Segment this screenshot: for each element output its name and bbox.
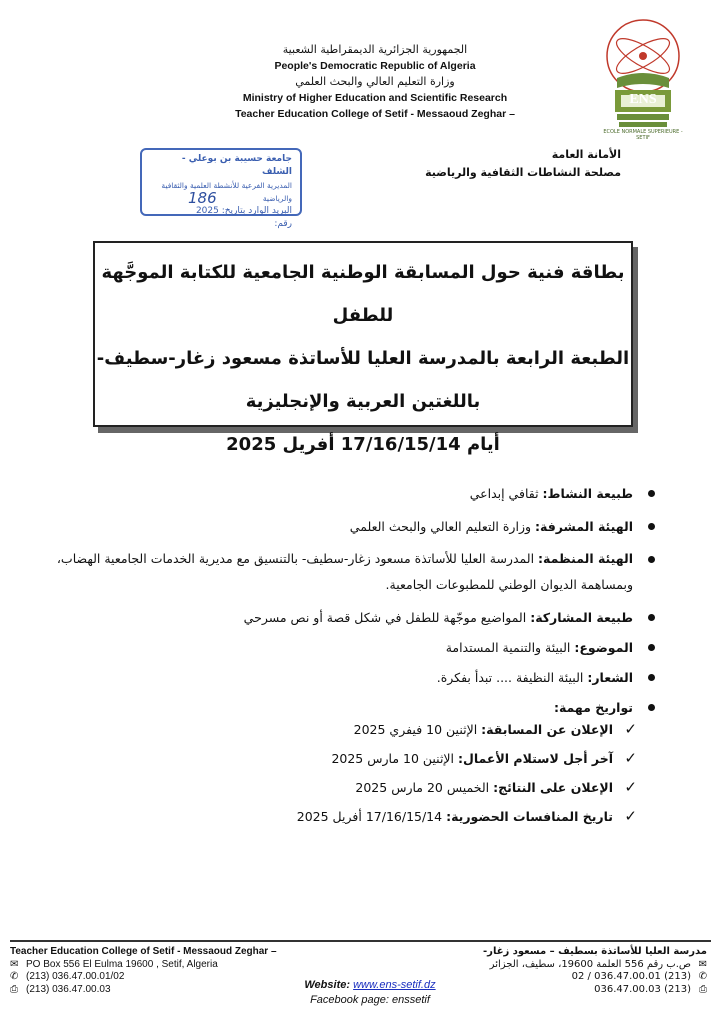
date-item: ✓ تاريخ المنافسات الحضورية: 17/16/15/14 أفريل 2025: [133, 802, 613, 831]
footer-ar-title: مدرسة العليا للأساتذة بسطيف – مسعود زغار-: [483, 946, 707, 957]
general-secretariat: الأمانة العامة: [551, 148, 621, 161]
date-item: ✓ آخر أجل لاستلام الأعمال: الإثنين 10 مارس 2025: [133, 744, 613, 773]
mail-icon: ✉: [10, 958, 19, 970]
stamp-line1: جامعة حسيبة بن بوعلي - الشلف: [181, 154, 292, 177]
title-line2: الطبعة الرابعة بالمدرسة العليا للأساتذة مسعود زغار-سطيف-: [96, 348, 630, 369]
logo-name: ENS: [629, 92, 657, 107]
check-icon: ✓: [624, 778, 637, 796]
facebook-page: Facebook page: enssetif: [310, 994, 430, 1006]
footer-en-title: Teacher Education College of Setif - Messaoud Zeghar –: [10, 946, 277, 957]
footer-ar: [447, 946, 707, 996]
received-stamp: [140, 148, 302, 229]
footer-ar-phone: (213) 036.47.00.01 / 02: [571, 971, 691, 982]
footer-ar-address: ص.ب رقم 556 العلمة 19600، سطيف، الجزائر: [489, 958, 691, 970]
date-item: ✓ الإعلان على النتائج: الخميس 20 مارس 2025: [133, 773, 613, 802]
logo-subtitle: ECOLE NORMALE SUPERIEURE - SETIF: [603, 129, 683, 141]
footer-ar-fax: (213) 036.47.00.03: [594, 983, 691, 995]
date-item: ✓ الإعلان عن المسابقة: الإثنين 10 فيفري 2025: [133, 715, 613, 744]
list-item: الموضوع: البيئة والتنمية المستدامة: [33, 634, 633, 661]
website-link[interactable]: www.ens-setif.dz: [353, 979, 436, 991]
title-line1: بطاقة فنية حول المسابقة الوطنية الجامعية للكتابة الموجَّهة للطفل: [101, 262, 625, 326]
cultural-service: مصلحة النشاطات الثقافية والرياضية: [425, 166, 621, 179]
republic-en: People's Democratic Republic of Algeria: [274, 60, 476, 72]
website-label: Website:: [304, 979, 351, 991]
footer-en: [10, 946, 310, 996]
list-item: طبيعة النشاط: ثقافي إبداعي: [33, 480, 633, 507]
list-item: الهيئة المنظمة: المدرسة العليا للأساتذة مسعود زغار-سطيف- بالتنسيق مع مديرية الخدمات الجامعية الهضاب، وبمساهمة الديوان الوطني للمطبوعات الجامعية.: [33, 546, 633, 598]
ens-logo-icon: [597, 16, 689, 141]
phone-icon: ✆: [698, 971, 707, 982]
title-box: [93, 241, 633, 455]
phone-icon: ✆: [10, 971, 19, 982]
mail-icon: ✉: [698, 958, 707, 970]
footer-divider: [10, 940, 711, 942]
dates-list: [133, 715, 637, 831]
check-icon: ✓: [624, 807, 637, 825]
letterhead: [190, 42, 560, 122]
list-item: الشعار: البيئة النظيفة .... تبدأ بفكرة.: [33, 664, 633, 691]
title-line3: باللغتين العربية والإنجليزية: [245, 391, 481, 412]
list-item: تواريخ مهمة:: [33, 694, 633, 721]
republic-ar: الجمهورية الجزائرية الديمقراطية الشعبية: [282, 43, 468, 56]
title-line4: أيام 17/16/15/14 أفريل 2025: [226, 434, 500, 455]
stamp-line3: البريد الوارد بتاريخ: 2025: [195, 206, 292, 216]
ens-logo: [597, 16, 689, 141]
list-item: طبيعة المشاركة: المواضيع موجّهة للطفل في شكل قصة أو نص مسرحي: [33, 604, 633, 631]
stamp-line4: رقم:: [274, 219, 292, 229]
fax-icon: ⎙: [699, 983, 707, 995]
fax-icon: ⎙: [10, 983, 18, 995]
info-list: [33, 480, 633, 721]
footer-en-address: PO Box 556 El Eulma 19600 , Setif, Algeria: [26, 958, 218, 970]
stamp-number: 186: [188, 189, 217, 207]
ministry-en: Ministry of Higher Education and Scientific Research: [242, 92, 508, 104]
check-icon: ✓: [624, 749, 637, 767]
footer-en-fax: (213) 036.47.00.03: [26, 983, 111, 995]
footer-web: [290, 978, 450, 1008]
ministry-ar: وزارة التعليم العالي والبحث العلمي: [295, 75, 455, 88]
list-item: الهيئة المشرفة: وزارة التعليم العالي والبحث العلمي: [33, 513, 633, 540]
footer-en-phone: (213) 036.47.00.01/02: [26, 971, 125, 982]
stamp-line2: المديرية الفرعية للأنشطة العلمية والثقافية والرياضية: [161, 181, 292, 203]
check-icon: ✓: [624, 720, 637, 738]
college-en: Teacher Education College of Setif - Messaoud Zeghar –: [235, 108, 515, 120]
